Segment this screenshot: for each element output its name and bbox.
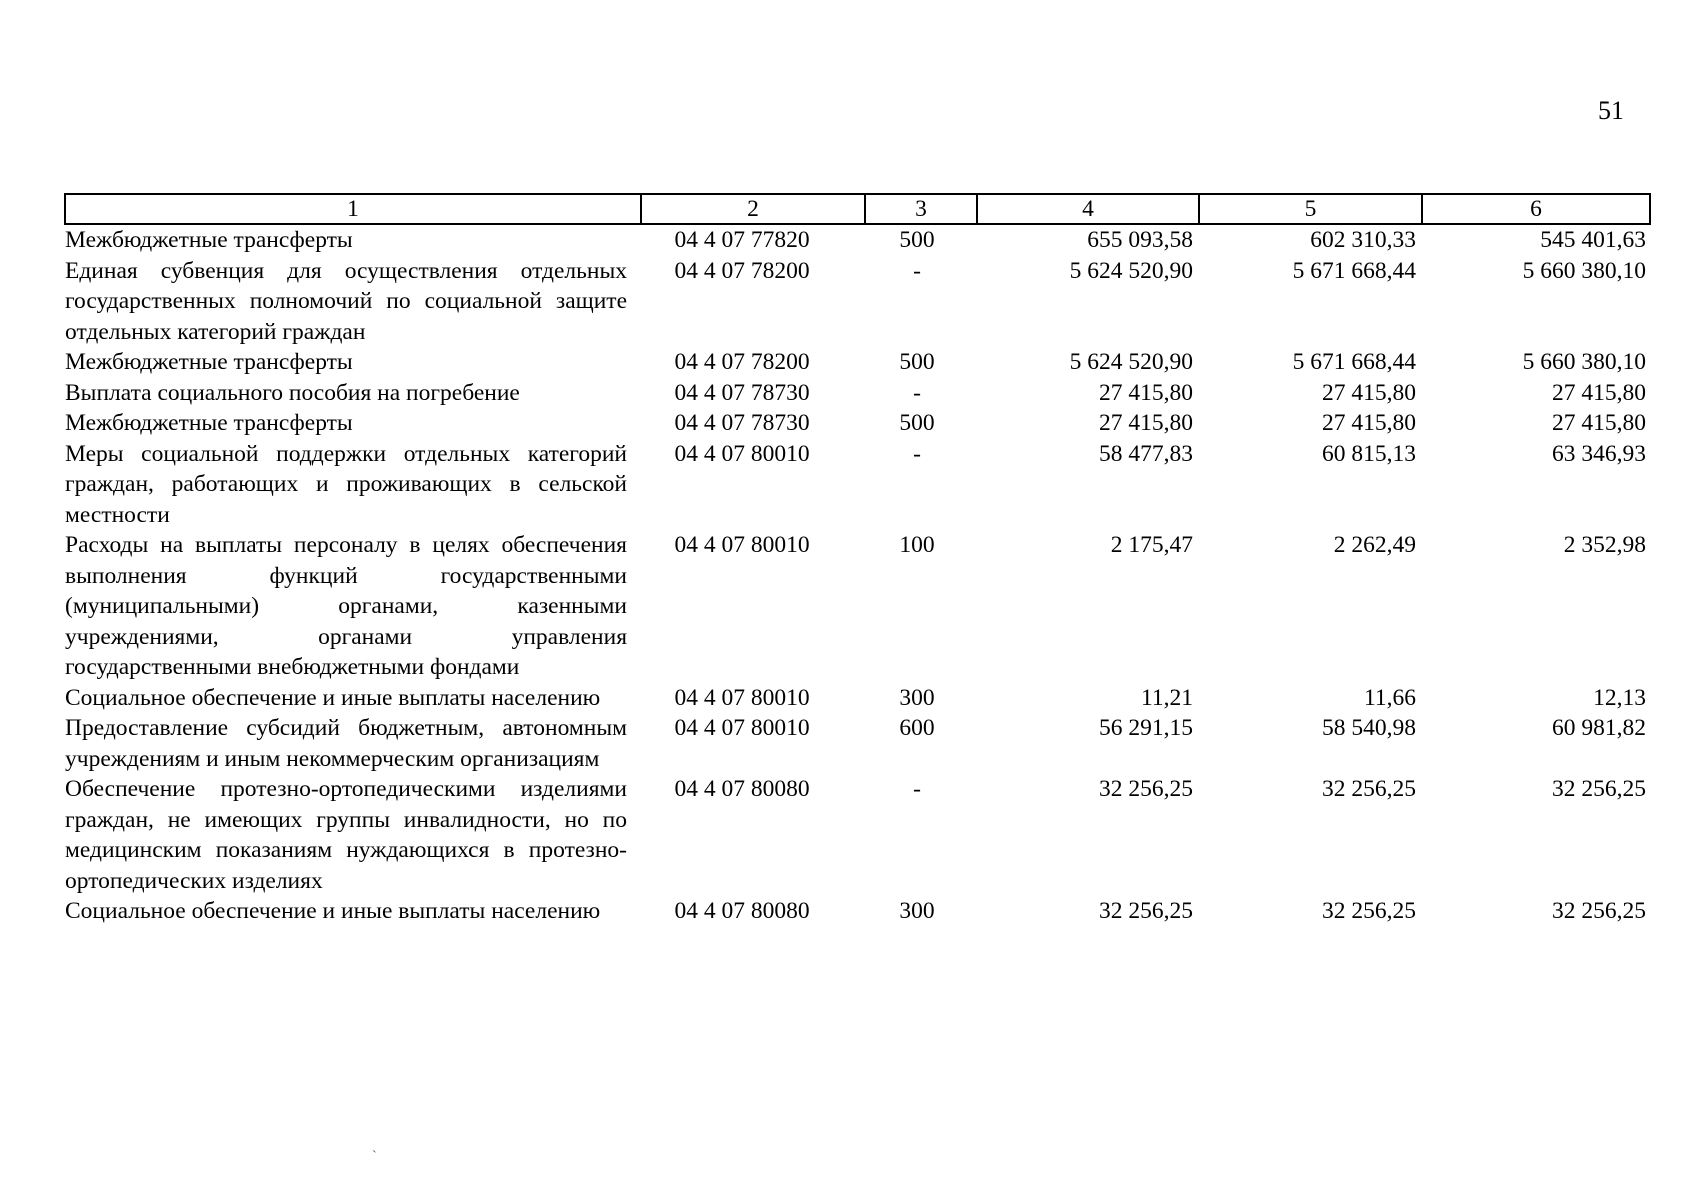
- row-value-4: 27 415,80: [1099, 410, 1193, 436]
- table-row: [65, 896, 1650, 927]
- row-value-6: 60 981,82: [1552, 715, 1646, 741]
- row-code: 04 4 07 80010: [674, 440, 810, 467]
- row-value-5: 11,66: [1363, 684, 1416, 711]
- row-value-5: 5 671 668,44: [1292, 257, 1416, 284]
- row-expense-type: 500: [899, 227, 935, 253]
- row-name: Предоставление субсидий бюджетным, автономным учреждениям и иным некоммерческим организациям: [65, 715, 627, 772]
- row-value-4: 5 624 520,90: [1069, 349, 1193, 375]
- row-expense-type: 500: [899, 410, 935, 436]
- row-name: Расходы на выплаты персоналу в целях обеспечения выполнения функций государственными (муниципальными) органами, казенными учреждениями, органами управления государственными внебюджетными фондами: [65, 532, 627, 680]
- row-expense-type: 500: [899, 349, 935, 375]
- row-value-5: 32 256,25: [1322, 898, 1416, 924]
- budget-table: [64, 193, 1651, 927]
- table-row: [65, 683, 1650, 714]
- row-expense-type: -: [913, 440, 921, 467]
- row-value-6: 12,13: [1593, 684, 1646, 711]
- row-value-6: 5 660 380,10: [1522, 257, 1646, 284]
- row-name: Межбюджетные трансферты: [65, 410, 353, 436]
- row-name: Социальное обеспечение и иные выплаты населению: [65, 684, 601, 711]
- row-value-6: 27 415,80: [1552, 410, 1646, 436]
- table-row: [65, 408, 1650, 439]
- row-value-4: 32 256,25: [1099, 776, 1193, 802]
- row-code: 04 4 07 78730: [674, 410, 810, 436]
- row-name: Выплата социального пособия на погребение: [65, 379, 520, 406]
- column-header-3: 3: [865, 194, 977, 224]
- row-value-6: 63 346,93: [1552, 440, 1646, 467]
- row-name: Межбюджетные трансферты: [65, 227, 353, 253]
- column-header-6: 6: [1422, 194, 1650, 224]
- row-value-6: 2 352,98: [1563, 532, 1646, 558]
- column-header-5: 5: [1199, 194, 1422, 224]
- row-code: 04 4 07 78200: [674, 349, 810, 375]
- row-value-4: 5 624 520,90: [1069, 257, 1193, 284]
- table-row: [65, 347, 1650, 378]
- row-code: 04 4 07 80080: [674, 776, 810, 802]
- table-row: [65, 774, 1650, 896]
- row-value-4: 27 415,80: [1099, 379, 1193, 406]
- row-value-5: 602 310,33: [1310, 227, 1416, 253]
- row-value-6: 5 660 380,10: [1522, 349, 1646, 375]
- row-code: 04 4 07 77820: [674, 227, 810, 253]
- scan-mark: `: [372, 1149, 377, 1164]
- row-expense-type: -: [913, 379, 921, 406]
- row-code: 04 4 07 78200: [674, 257, 810, 284]
- row-code: 04 4 07 80010: [674, 715, 810, 741]
- row-value-5: 58 540,98: [1322, 715, 1416, 741]
- column-header-1: 1: [65, 194, 641, 224]
- row-value-5: 27 415,80: [1322, 379, 1416, 406]
- row-value-5: 32 256,25: [1322, 776, 1416, 802]
- table-row: [65, 224, 1650, 256]
- row-code: 04 4 07 80010: [674, 684, 810, 711]
- row-name: Обеспечение протезно-ортопедическими изделиями граждан, не имеющих группы инвалидности, но по медицинским показаниям нуждающихся в протезно-ортопедических изделиях: [65, 776, 627, 894]
- row-expense-type: -: [913, 776, 921, 802]
- row-code: 04 4 07 80010: [674, 532, 810, 558]
- row-value-5: 5 671 668,44: [1292, 349, 1416, 375]
- row-expense-type: 300: [899, 898, 935, 924]
- row-expense-type: 300: [899, 684, 935, 711]
- row-expense-type: 100: [899, 532, 935, 558]
- row-value-4: 2 175,47: [1110, 532, 1193, 558]
- row-value-4: 58 477,83: [1099, 440, 1193, 467]
- row-value-5: 60 815,13: [1322, 440, 1416, 467]
- row-name: Межбюджетные трансферты: [65, 349, 353, 375]
- table-row: [65, 713, 1650, 774]
- row-name: Меры социальной поддержки отдельных категорий граждан, работающих и проживающих в сельской местности: [65, 440, 627, 528]
- table-row: [65, 256, 1650, 348]
- row-value-5: 27 415,80: [1322, 410, 1416, 436]
- row-value-4: 32 256,25: [1099, 898, 1193, 924]
- row-code: 04 4 07 78730: [674, 379, 810, 406]
- column-header-2: 2: [641, 194, 865, 224]
- row-value-6: 27 415,80: [1552, 379, 1646, 406]
- row-value-4: 56 291,15: [1099, 715, 1193, 741]
- row-value-4: 11,21: [1140, 684, 1193, 711]
- table-row: [65, 378, 1650, 409]
- table-row: [65, 530, 1650, 683]
- row-value-4: 655 093,58: [1087, 227, 1193, 253]
- row-code: 04 4 07 80080: [674, 898, 810, 924]
- page-number: 51: [1598, 96, 1624, 125]
- column-header-4: 4: [977, 194, 1199, 224]
- table-row: [65, 439, 1650, 531]
- row-expense-type: -: [913, 257, 921, 284]
- table-header-row: [65, 194, 1650, 224]
- row-expense-type: 600: [899, 715, 935, 741]
- row-name: Социальное обеспечение и иные выплаты населению: [65, 898, 601, 924]
- row-value-6: 32 256,25: [1552, 898, 1646, 924]
- row-value-5: 2 262,49: [1333, 532, 1416, 558]
- row-value-6: 545 401,63: [1540, 227, 1646, 253]
- row-value-6: 32 256,25: [1552, 776, 1646, 802]
- row-name: Единая субвенция для осуществления отдельных государственных полномочий по социальной защите отдельных категорий граждан: [65, 257, 627, 345]
